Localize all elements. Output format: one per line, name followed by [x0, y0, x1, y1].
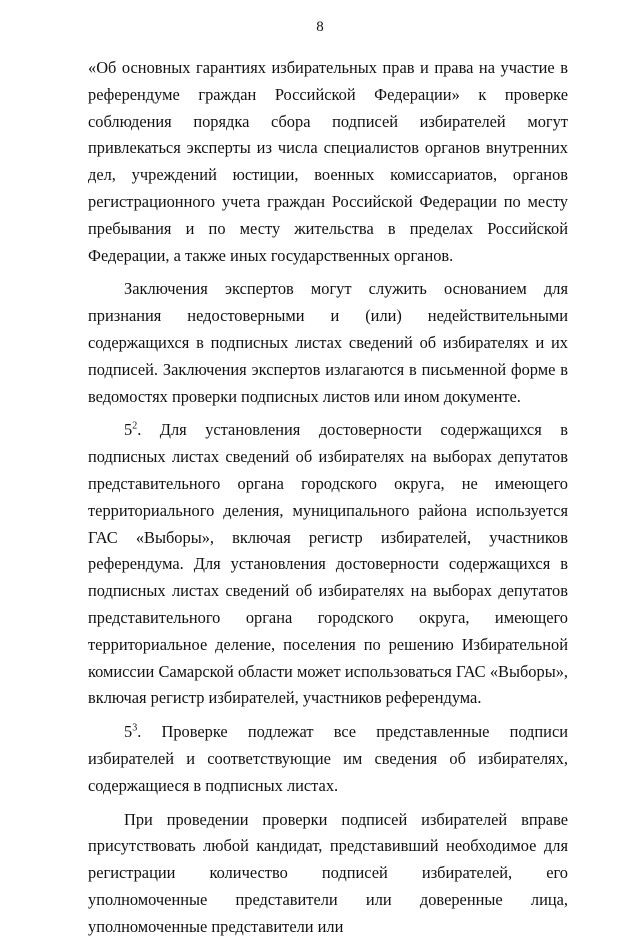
clause-superscript: 3	[132, 722, 138, 734]
page-number: 8	[316, 19, 324, 35]
clause-text: . Для установления достоверности содержащихся в подписных листах сведений об избирателях на выборах депутатов представительного органа городского округа, не имеющего территориального деления, муниципального района используется ГАС «Выборы», включая регистр избирателей, участников референдума. Для установления достоверности содержащихся в подписных листах сведений об избирателях на выборах депутатов представительного органа городского округа, имеющего территориальное деление, поселения по решению Избирательной комиссии Самарской области может использоваться ГАС «Выборы», включая регистр избирателей, участников референдума.	[88, 420, 568, 708]
paragraph-continuation: «Об основных гарантиях избирательных прав и права на участие в референдуме граждан Российской Федерации» к проверке соблюдения порядка сбора подписей избирателей могут привлекаться эксперты из числа специалистов органов внутренних дел, учреждений юстиции, военных комиссариатов, органов регистрационного учета граждан Российской Федерации по месту пребывания и по месту жительства в пределах Российской Федерации, а также иных государственных органов.	[88, 58, 568, 265]
paragraph-clause-5-2	[88, 417, 568, 712]
paragraph-verification-presence: При проведении проверки подписей избирателей вправе присутствовать любой кандидат, представивший необходимое для регистрации количество подписей избирателей, его уполномоченные представители или доверенные лица, уполномоченные представители или	[88, 809, 568, 936]
clause-text: . Проверке подлежат все представленные подписи избирателей и соответствующие им сведения об избирателях, содержащиеся в подписных листах.	[88, 722, 568, 795]
document-body	[88, 55, 568, 941]
paragraph-expert-conclusions: Заключения экспертов могут служить основанием для признания недостоверными и (или) недействительными содержащихся в подписных листах сведений об избирателях и их подписей. Заключения экспертов излагаются в письменной форме в ведомостях проверки подписных листов или ином документе.	[88, 279, 568, 406]
clause-number: 5	[124, 420, 133, 440]
paragraph-clause-5-3	[88, 719, 568, 799]
clause-number: 5	[124, 722, 133, 742]
clause-superscript: 2	[132, 420, 138, 432]
